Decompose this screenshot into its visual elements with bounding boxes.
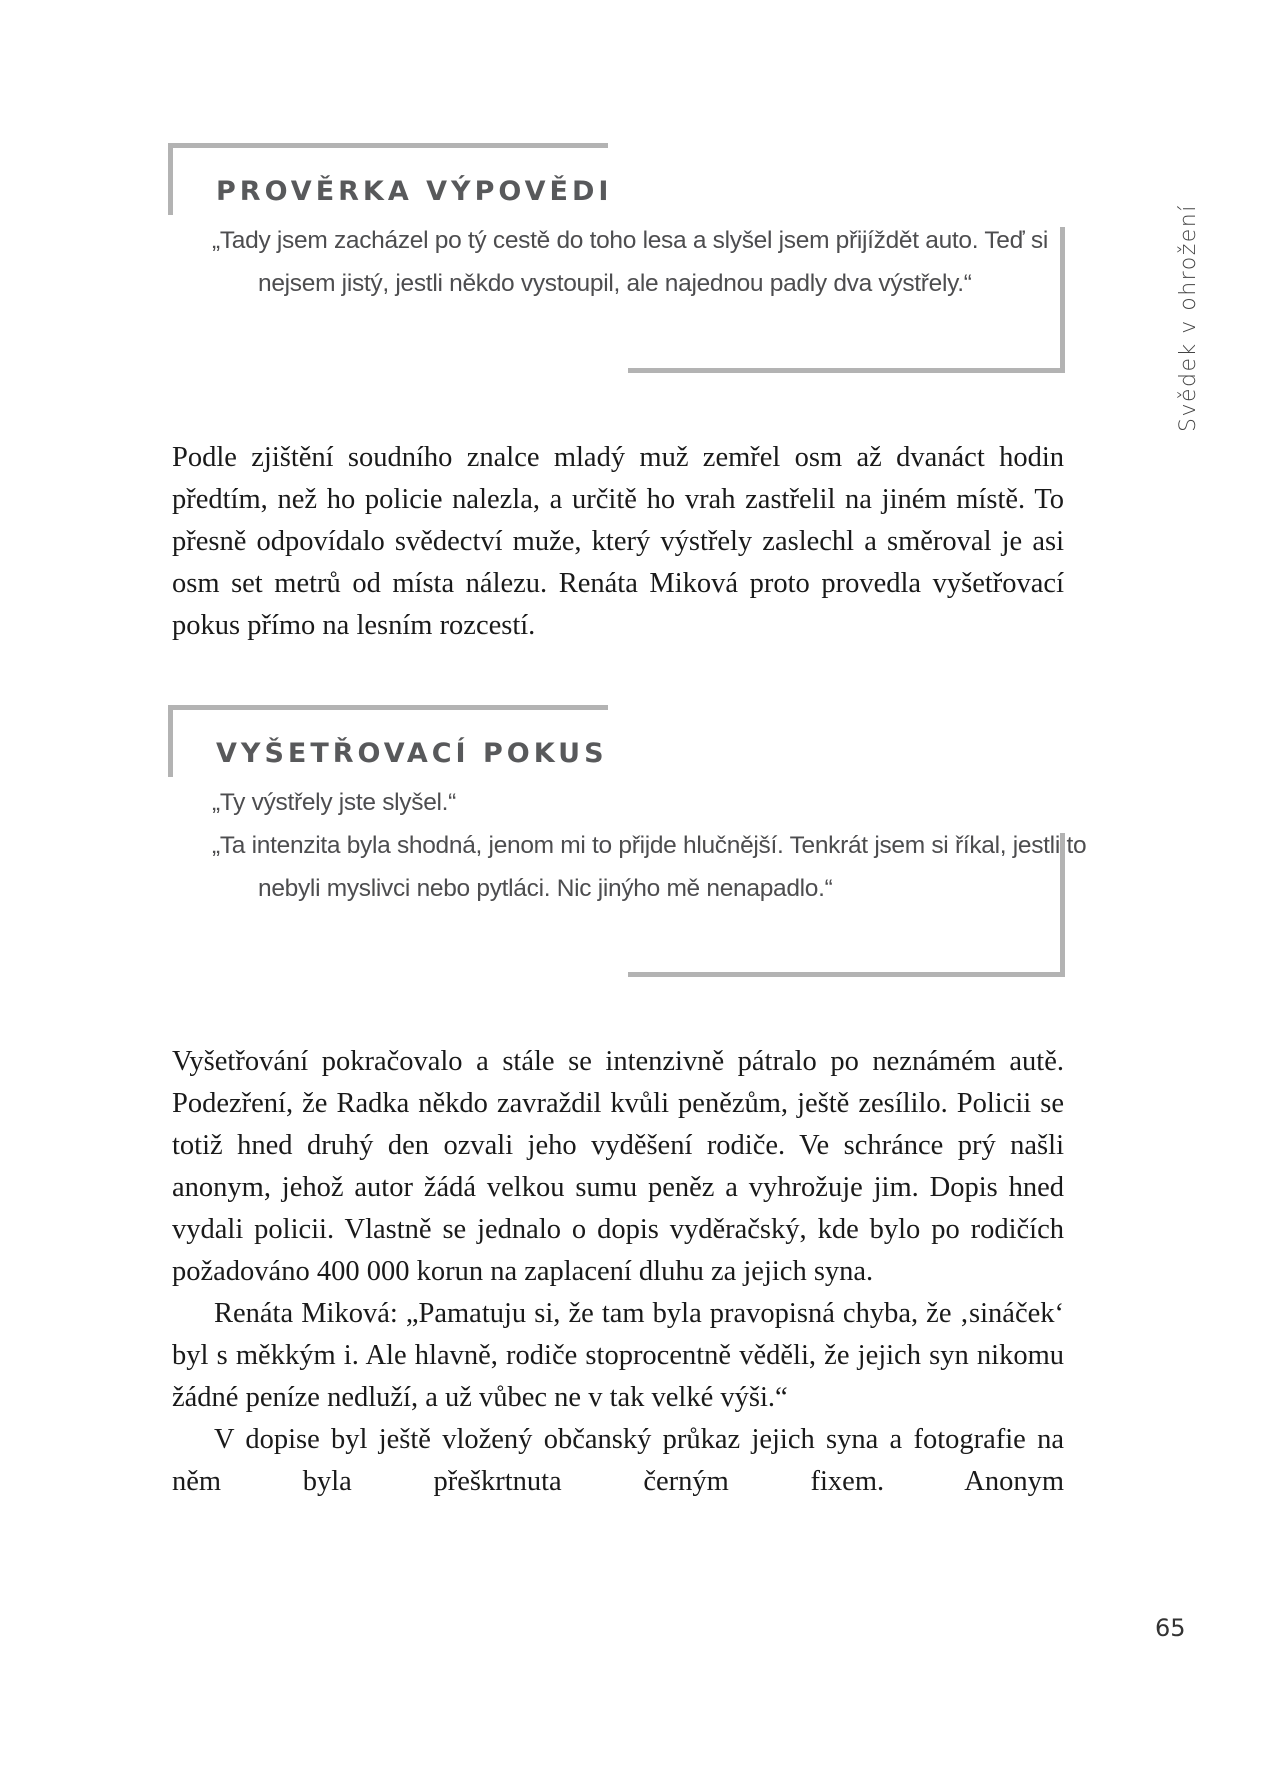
bracket-top-left-horizontal xyxy=(168,705,608,710)
body-paragraph-block-1 xyxy=(172,437,1064,647)
section-title: PROVĚRKA VÝPOVĚDI xyxy=(216,176,613,207)
bracket-top-left-vertical xyxy=(168,143,173,215)
investigator-quote: „Ty výstřely jste slyšel.“ xyxy=(212,789,457,816)
body-paragraph: Vyšetřování pokračovalo a stále se intenzivně pátralo po neznámém autě. Podezření, že Radka někdo zavraždil kvůli penězům, ještě zesílilo. Policii se totiž hned druhý den ozvali jeho vyděšení rodiče. Ve schránce prý našli anonym, jehož autor žádá velkou sumu peněz a vyhrožuje jim. Dopis hned vydali policii. Vlastně se jednalo o dopis vyděračský, kde bylo po rodičích požadováno 400 000 korun na zaplacení dluhu za jejich syna. xyxy=(172,1046,1064,1287)
body-paragraph: V dopise byl ještě vložený občanský průkaz jejich syna a fotografie na něm byla přeškrtnuta černým fixem. Anonym xyxy=(172,1424,1064,1497)
bracket-top-left-horizontal xyxy=(168,143,608,148)
witness-quote: „Ta intenzita byla shodná, jenom mi to přijde hlučnější. Tenkrát jsem si říkal, jestli to nebyli myslivci nebo pytláci. Nic jinýho mě nenapadlo.“ xyxy=(212,832,1087,902)
bracket-bottom-right-horizontal xyxy=(628,972,1065,977)
bracket-bottom-right-horizontal xyxy=(628,368,1065,373)
bracket-top-left-vertical xyxy=(168,705,173,777)
section-title: VYŠETŘOVACÍ POKUS xyxy=(216,738,608,769)
running-head: Svědek v ohrožení xyxy=(1176,204,1201,432)
page-number: 65 xyxy=(1155,1614,1186,1642)
testimony-box-pokus xyxy=(168,705,1087,977)
body-paragraph: Podle zjištění soudního znalce mladý muž zemřel osm až dvanáct hodin předtím, než ho policie nalezla, a určitě ho vrah zastřelil na jiném místě. To přesně odpovídalo svědectví muže, který výstřely zaslechl a směroval je asi osm set metrů od místa nálezu. Renáta Miková proto provedla vyšetřovací pokus přímo na lesním rozcestí. xyxy=(172,442,1064,641)
body-paragraph-block-2 xyxy=(172,1041,1064,1503)
witness-quote: „Tady jsem zacházel po tý cestě do toho lesa a slyšel jsem přijíždět auto. Teď si nejsem jistý, jestli někdo vystoupil, ale najednou padly dva výstřely.“ xyxy=(212,227,1048,297)
body-paragraph: Renáta Miková: „Pamatuju si, že tam byla pravopisná chyba, že ‚sináček‘ byl s měkkým i. Ale hlavně, rodiče stoprocentně věděli, že jejich syn nikomu žádné peníze nedluží, a už vůbec ne v tak velké výši.“ xyxy=(172,1298,1064,1413)
testimony-box-proverka xyxy=(168,143,1068,373)
